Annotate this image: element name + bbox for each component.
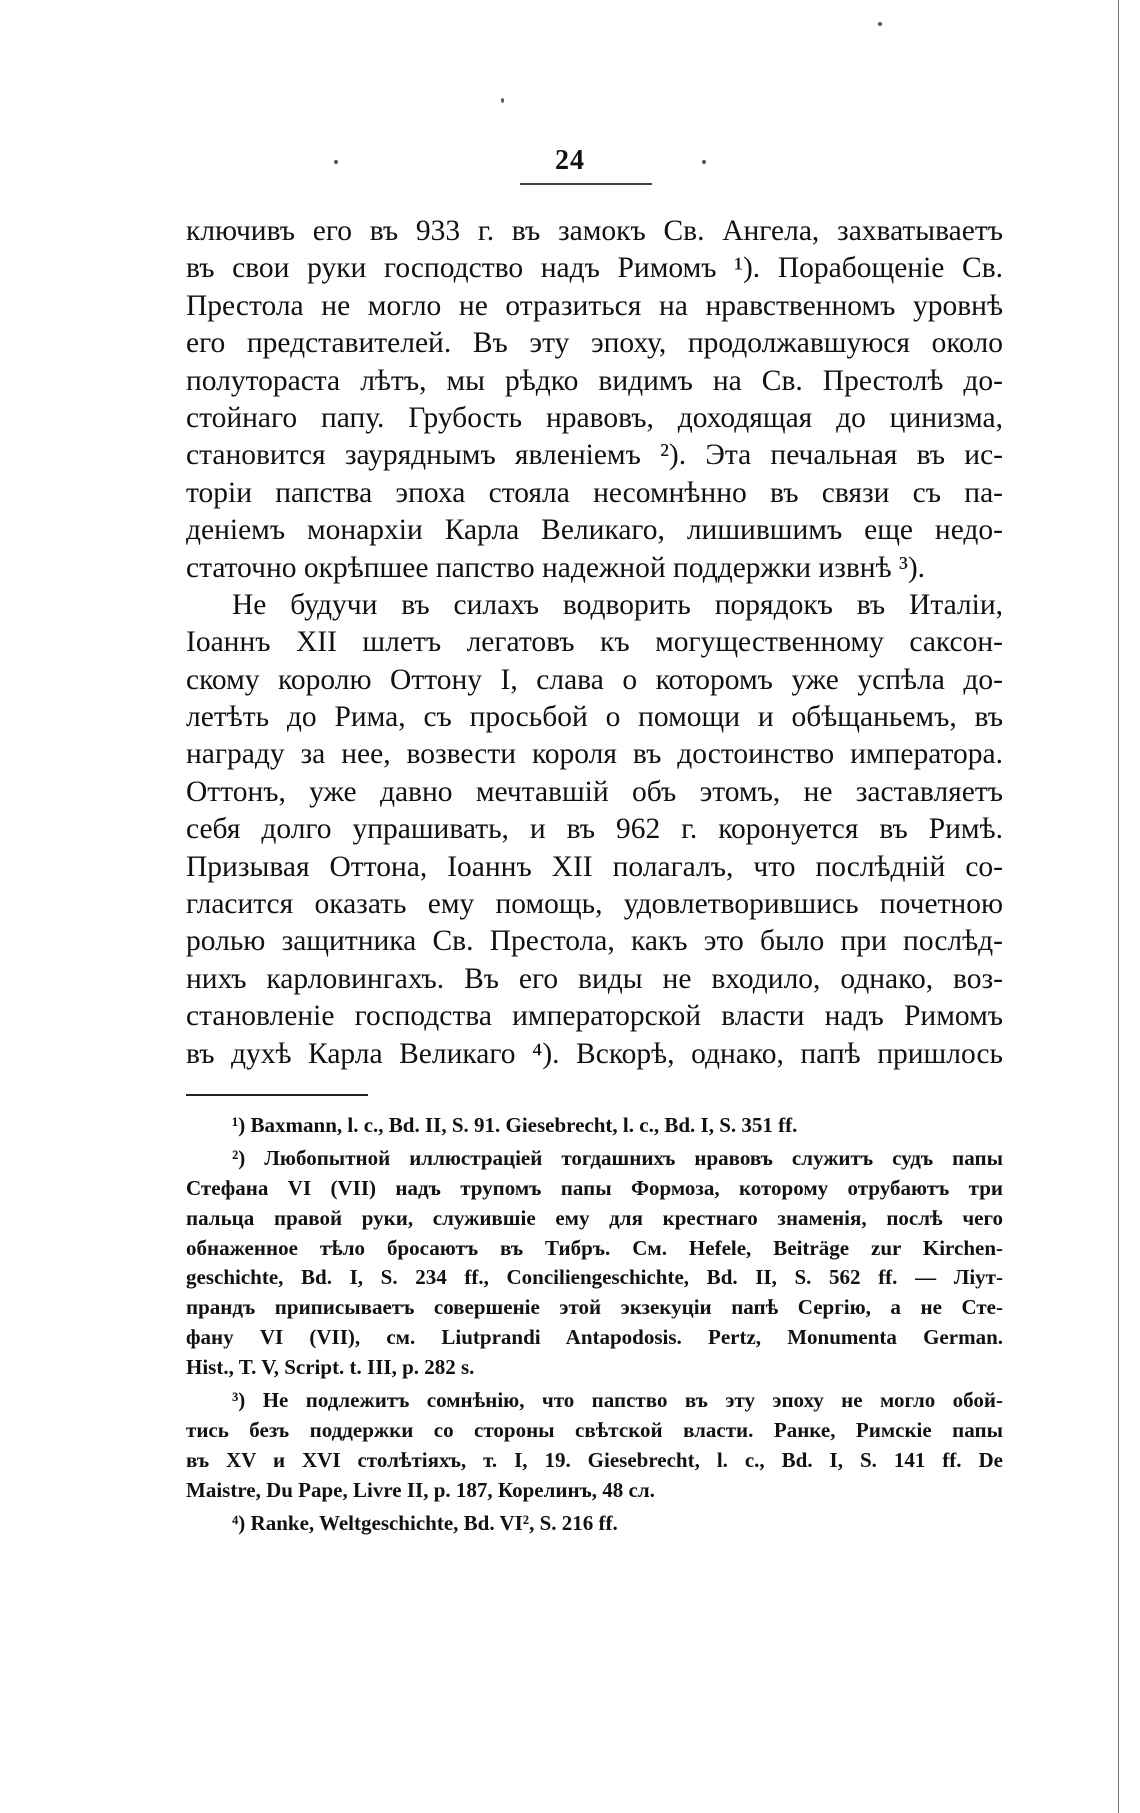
main-text <box>186 213 1003 1073</box>
footnote-line: въ XV и XVI столѣтіяхъ, т. I, 19. Giesebrecht, l. c., Bd. I, S. 141 ff. De <box>186 1447 1003 1472</box>
text-line: Престола не могло не отразиться на нравственномъ уровнѣ <box>186 289 1003 322</box>
page-number: 24 <box>555 145 585 176</box>
text-line: Іоаннъ XII шлетъ легатовъ къ могущественному саксон- <box>186 626 1003 659</box>
footnote-line: Hist., T. V, Script. t. III, p. 282 s. <box>186 1354 475 1379</box>
text-line: его представителей. Въ эту эпоху, продолжавшуюся около <box>186 327 1003 360</box>
text-line: нихъ карловингахъ. Въ его виды не входило, однако, воз- <box>186 962 1003 995</box>
text-line: становленіе господства императорской власти надъ Римомъ <box>186 1000 1003 1033</box>
footnote-separator <box>186 1094 368 1096</box>
text-line: летѣть до Рима, съ просьбой о помощи и обѣщаньемъ, въ <box>186 701 1003 734</box>
scan-speck <box>501 98 504 103</box>
footnote-line: geschichte, Bd. I, S. 234 ff., Conciliengeschichte, Bd. II, S. 562 ff. — Ліут- <box>186 1265 1003 1290</box>
text-line: себя долго упрашивать, и въ 962 г. коронуется въ Римѣ. <box>186 813 1003 846</box>
text-line: статочно окрѣпшее папство надежной поддержки извнѣ ³). <box>186 551 926 584</box>
text-line: Призывая Оттона, Іоаннъ XII полагалъ, что послѣдній со- <box>186 850 1003 883</box>
scan-speck <box>878 22 882 26</box>
text-line: гласится оказать ему помощь, удовлетворившись почетною <box>186 888 1003 921</box>
page-number-rule <box>520 183 652 185</box>
footnote-line: Стефана VI (VII) надъ трупомъ папы Формоза, которому отрубаютъ три <box>186 1176 1003 1201</box>
footnote-line: ³) Не подлежитъ сомнѣнію, что папство въ эту эпоху не могло обой- <box>232 1388 1003 1413</box>
text-line: становится зауряднымъ явленіемъ ²). Эта печальная въ ис- <box>186 439 1003 472</box>
text-line: награду за нее, возвести короля въ достоинство императора. <box>186 738 1003 771</box>
footnote-line: ²) Любопытной иллюстраціей тогдашнихъ нравовъ служитъ судъ папы <box>232 1146 1003 1171</box>
footnote-line: Maistre, Du Pape, Livre II, p. 187, Корелинъ, 48 сл. <box>186 1477 655 1502</box>
text-line: деніемъ монархіи Карла Великаго, лишившимъ еще недо- <box>186 514 1003 547</box>
text-line: стойнаго папу. Грубость нравовъ, доходящая до цинизма, <box>186 401 1003 434</box>
text-line: въ свои руки господство надъ Римомъ ¹). Порабощеніе Св. <box>186 252 1003 285</box>
text-line: торіи папства эпоха стояла несомнѣнно въ связи съ па- <box>186 476 1003 509</box>
footnote-line: ⁴) Ranke, Weltgeschichte, Bd. VI², S. 216 ff. <box>232 1510 618 1535</box>
footnotes <box>186 1111 1003 1539</box>
footnote-line: ¹) Baxmann, l. c., Bd. II, S. 91. Giesebrecht, l. c., Bd. I, S. 351 ff. <box>232 1113 798 1137</box>
footnote-line: прандъ приписываетъ совершеніе этой экзекуціи папѣ Сергію, а не Сте- <box>186 1295 1003 1320</box>
footnote-line: обнаженное тѣло бросаютъ въ Тибръ. См. Hefele, Beiträge zur Kirchen- <box>186 1235 1003 1260</box>
text-line: ключивъ его въ 933 г. въ замокъ Св. Ангела, захватываетъ <box>186 215 1003 247</box>
text-line: ролью защитника Св. Престола, какъ это было при послѣд- <box>186 925 1003 958</box>
text-line: скому королю Оттону I, слава о которомъ уже успѣла до- <box>186 663 1003 696</box>
text-line: Оттонъ, уже давно мечтавшій объ этомъ, не заставляетъ <box>186 775 1003 808</box>
text-line: Не будучи въ силахъ водворить порядокъ въ Италіи, <box>232 588 1003 621</box>
page-edge-line <box>1118 0 1119 1813</box>
text-line: въ духѣ Карла Великаго ⁴). Вскорѣ, однако, папѣ пришлось <box>186 1037 1003 1070</box>
footnote-line: тись безъ поддержки со стороны свѣтской власти. Ранке, Римскіе папы <box>186 1417 1003 1442</box>
text-line: полутораста лѣтъ, мы рѣдко видимъ на Св. Престолѣ до- <box>186 364 1003 397</box>
footnote-line: пальца правой руки, служившіе ему для крестнаго знаменія, послѣ чего <box>186 1205 1003 1230</box>
footnote-line: фану VI (VII), см. Liutprandi Antapodosis. Pertz, Monumenta German. <box>186 1325 1003 1350</box>
